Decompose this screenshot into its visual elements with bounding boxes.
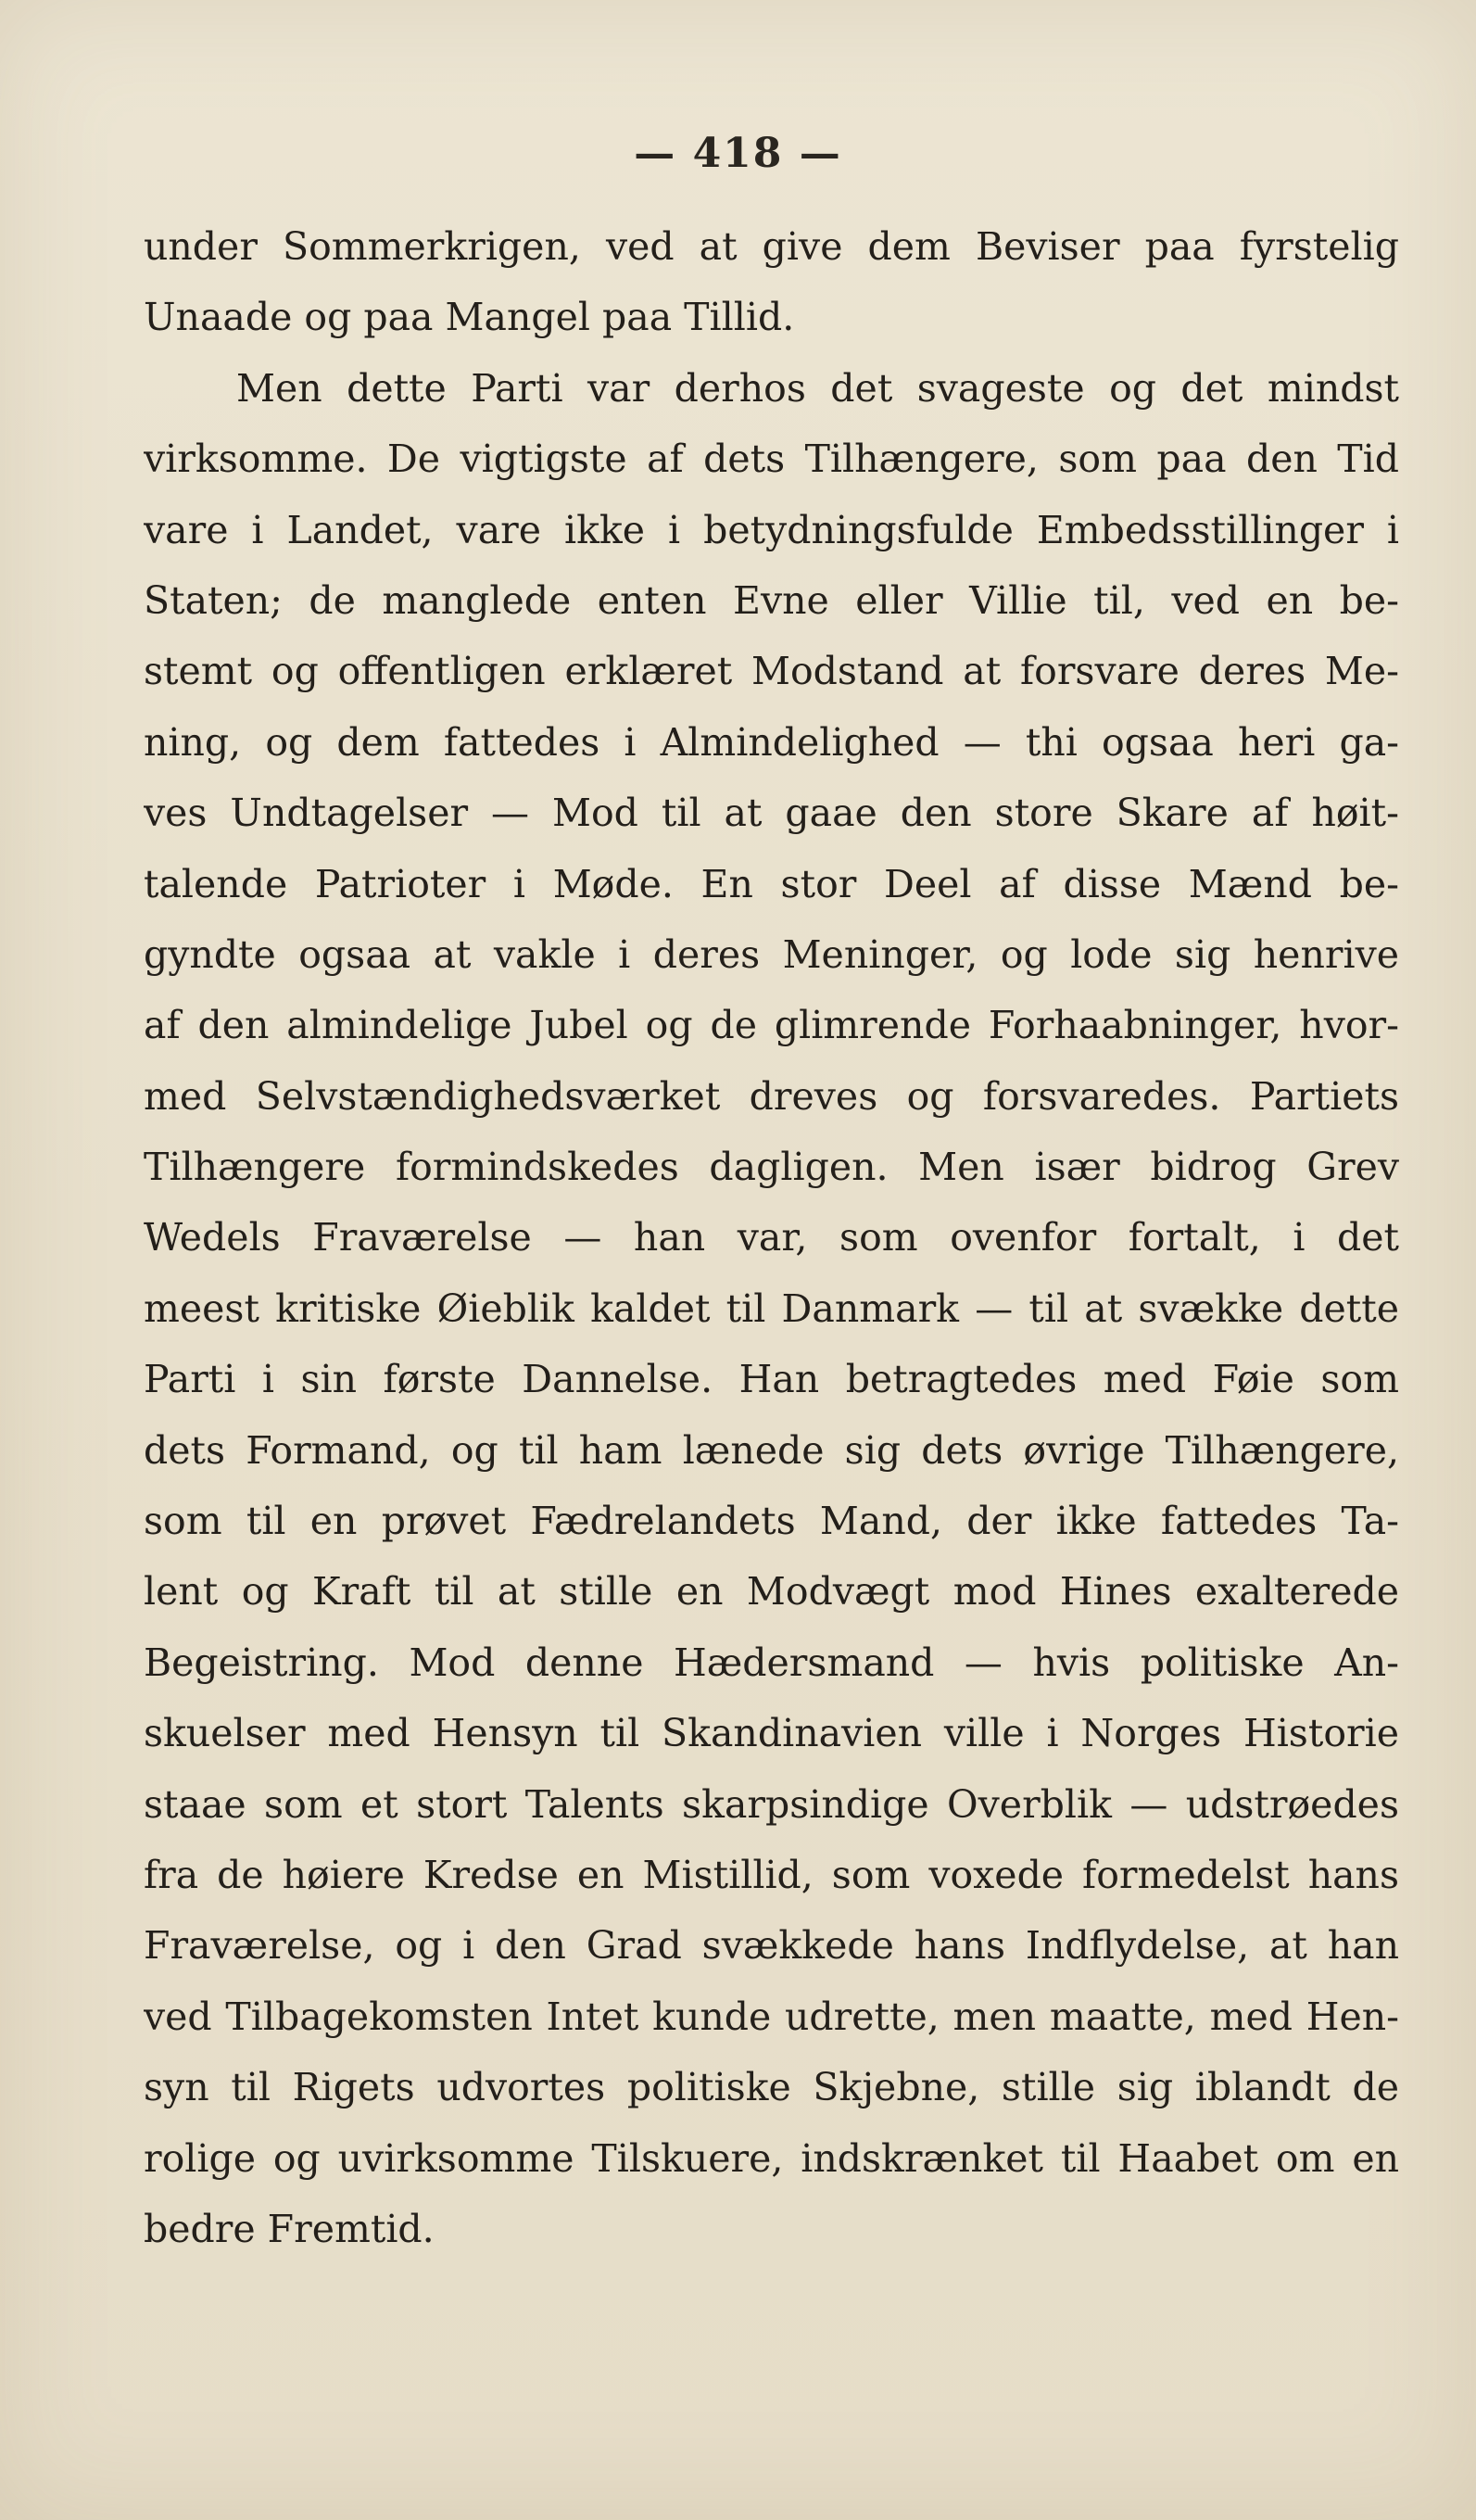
text-line: syn til Rigets udvortes politiske Skjebne, stille sig iblandt de <box>144 2065 1399 2110</box>
text-line: ves Undtagelser — Mod til at gaae den store Skare af høit- <box>144 791 1399 836</box>
text-line: dets Formand, og til ham lænede sig dets øvrige Tilhængere, <box>144 1427 1399 1473</box>
text-line: Men dette Parti var derhos det svageste og det mindst <box>236 365 1399 411</box>
text-line: ning, og dem fattedes i Almindelighed — thi ogsaa heri ga- <box>144 719 1399 765</box>
text-line: Wedels Fraværelse — han var, som ovenfor fortalt, i det <box>144 1215 1399 1260</box>
text-line: Unaade og paa Mangel paa Tillid. <box>144 295 795 340</box>
text-line: af den almindelige Jubel og de glimrende Forhaabninger, hvor- <box>144 1003 1399 1048</box>
text-line: Parti i sin første Dannelse. Han betragtedes med Føie som <box>144 1357 1399 1402</box>
text-line: Tilhængere formindskedes dagligen. Men især bidrog Grev <box>144 1145 1399 1190</box>
text-line: gyndte ogsaa at vakle i deres Meninger, og lode sig henrive <box>144 931 1399 977</box>
text-line: vare i Landet, vare ikke i betydningsfulde Embedsstillinger i <box>144 507 1399 552</box>
text-line: meest kritiske Øieblik kaldet til Danmark — til at svække dette <box>144 1285 1399 1331</box>
page-number: — 418 — <box>634 130 842 177</box>
text-line: virksomme. De vigtigste af dets Tilhængere, som paa den Tid <box>144 437 1399 482</box>
text-line: under Sommerkrigen, ved at give dem Beviser paa fyrstelig <box>144 224 1399 269</box>
text-line: stemt og offentligen erklæret Modstand at forsvare deres Me- <box>144 649 1399 694</box>
text-line: talende Patrioter i Møde. En stor Deel af disse Mænd be- <box>144 861 1399 906</box>
text-line: bedre Fremtid. <box>144 2206 435 2251</box>
text-line: Begeistring. Mod denne Hædersmand — hvis politiske An- <box>144 1640 1399 1685</box>
text-line: fra de høiere Kredse en Mistillid, som voxede formedelst hans <box>144 1852 1399 1897</box>
text-line: Fraværelse, og i den Grad svækkede hans Indflydelse, at han <box>144 1923 1399 1969</box>
text-line: staae som et stort Talents skarpsindige Overblik — udstrøedes <box>144 1781 1399 1827</box>
text-line: skuelser med Hensyn til Skandinavien ville i Norges Historie <box>144 1711 1399 1756</box>
text-line: som til en prøvet Fædrelandets Mand, der ikke fattedes Ta- <box>144 1499 1399 1544</box>
text-line: Staten; de manglede enten Evne eller Villie til, ved en be- <box>144 577 1399 623</box>
text-line: rolige og uvirksomme Tilskuere, indskrænket til Haabet om en <box>144 2135 1399 2181</box>
body-text <box>144 211 1399 2264</box>
text-line: lent og Kraft til at stille en Modvægt mod Hines exalterede <box>144 1569 1399 1615</box>
text-line: med Selvstændighedsværket dreves og forsvaredes. Partiets <box>144 1073 1399 1119</box>
text-line: ved Tilbagekomsten Intet kunde udrette, men maatte, med Hen- <box>144 1994 1399 2039</box>
